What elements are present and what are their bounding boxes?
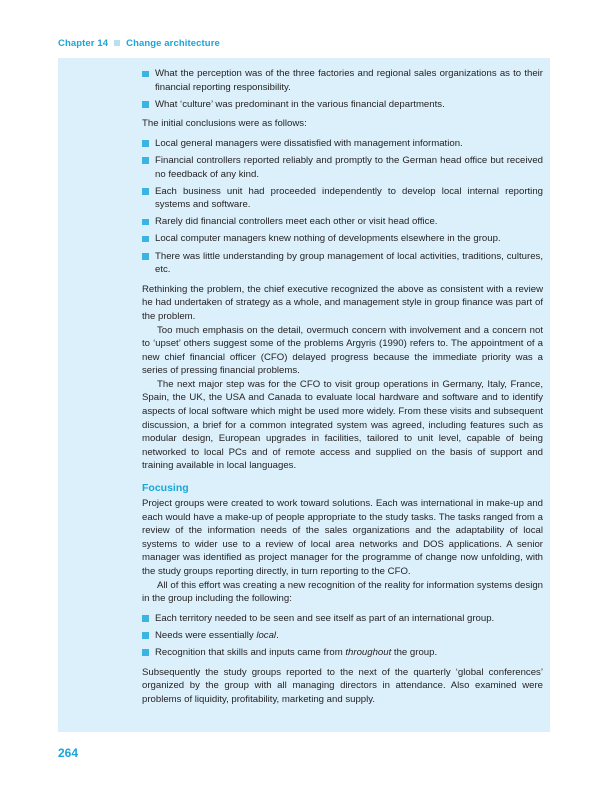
- list-item: Rarely did financial controllers meet each other or visit head office.: [142, 215, 543, 229]
- case-study-content: [142, 67, 543, 706]
- paragraph-emphasis: Too much emphasis on the detail, overmuch concern with involvement and a concern not to ‘upset’ others suggest some of the problems Argyris (1990) refers to. The appointment of a new chief financial officer (CFO) delayed progress because the immediate priority was a series of pressing financial problems.: [142, 324, 543, 377]
- list-item: Local computer managers knew nothing of developments elsewhere in the group.: [142, 232, 543, 246]
- running-head: [58, 38, 220, 49]
- list-item: Recognition that skills and inputs came from throughout the group.: [142, 646, 543, 660]
- square-bullet-icon: [142, 615, 149, 622]
- paragraph-recognition: All of this effort was creating a new recognition of the reality for information systems design in the group including the following:: [142, 579, 543, 605]
- paragraph-subsequently: Subsequently the study groups reported to the next of the quarterly ‘global conferences’ organized by the group with all managing directors in attendance. Also examined were problems of liquidity, profitability, marketing and supply.: [142, 666, 543, 705]
- conclusions-intro: The initial conclusions were as follows:: [142, 118, 307, 130]
- page-number: 264: [58, 746, 79, 760]
- paragraph-next-step: The next major step was for the CFO to visit group operations in Germany, Italy, France, Spain, the UK, the USA and Canada to evaluate local hardware and software and to identify aspects of local software which might be used more widely. From these visits and subsequent discussion, a brief for a common integrated system was agreed, including features such as modular design, European upgrades in facilities, tailored to unit level, capable of being networked to local PCs and of remote access and supplied on the basis of support and training available in local languages.: [142, 378, 543, 472]
- list-item: Needs were essentially local.: [142, 629, 543, 643]
- list-item: There was little understanding by group management of local activities, traditions, cultures, etc.: [142, 250, 543, 277]
- square-bullet-icon: [142, 253, 149, 260]
- square-bullet-icon: [142, 71, 149, 78]
- paragraph-rethinking: Rethinking the problem, the chief executive recognized the above as consistent with a review he had undertaken of strategy as a whole, and management style in group finance was part of the problem.: [142, 283, 543, 322]
- section-heading-focusing: Focusing: [142, 482, 189, 495]
- square-bullet-icon: [142, 157, 149, 164]
- square-bullet-icon: [142, 140, 149, 147]
- chapter-title: Change architecture: [126, 38, 220, 49]
- square-bullet-icon: [142, 188, 149, 195]
- paragraph-project-groups: Project groups were created to work toward solutions. Each was international in make-up and each would have a make-up of people appropriate to the study tasks. The tasks ranged from a review of the information needs of the sales organizations and the adaptability of local systems to wider use to a review of local area networks and DOS applications. A senior manager was identified as project manager for the programme of change now unfolding, with the study groups reporting directly, in turn reporting to the CFO.: [142, 498, 543, 577]
- chapter-label: Chapter 14: [58, 38, 109, 49]
- square-bullet-icon: [142, 101, 149, 108]
- list-item: What ‘culture’ was predominant in the various financial departments.: [142, 98, 543, 112]
- list-item: Each business unit had proceeded independently to develop local internal reporting systems and software.: [142, 185, 543, 212]
- square-bullet-icon: [142, 632, 149, 639]
- square-bullet-icon: [142, 649, 149, 656]
- square-bullet-icon: [142, 219, 149, 226]
- list-item: Each territory needed to be seen and see itself as part of an international group.: [142, 612, 543, 626]
- focusing-bullet-list: [142, 612, 543, 660]
- list-item: Financial controllers reported reliably and promptly to the German head office but received no feedback of any kind.: [142, 154, 543, 181]
- list-item: Local general managers were dissatisfied with management information.: [142, 137, 543, 151]
- list-item: What the perception was of the three factories and regional sales organizations as to their financial reporting responsibility.: [142, 67, 543, 94]
- conclusions-bullet-list: [142, 137, 543, 277]
- intro-bullet-list: [142, 67, 543, 111]
- square-bullet-icon: [142, 236, 149, 243]
- separator-square-icon: [114, 40, 120, 46]
